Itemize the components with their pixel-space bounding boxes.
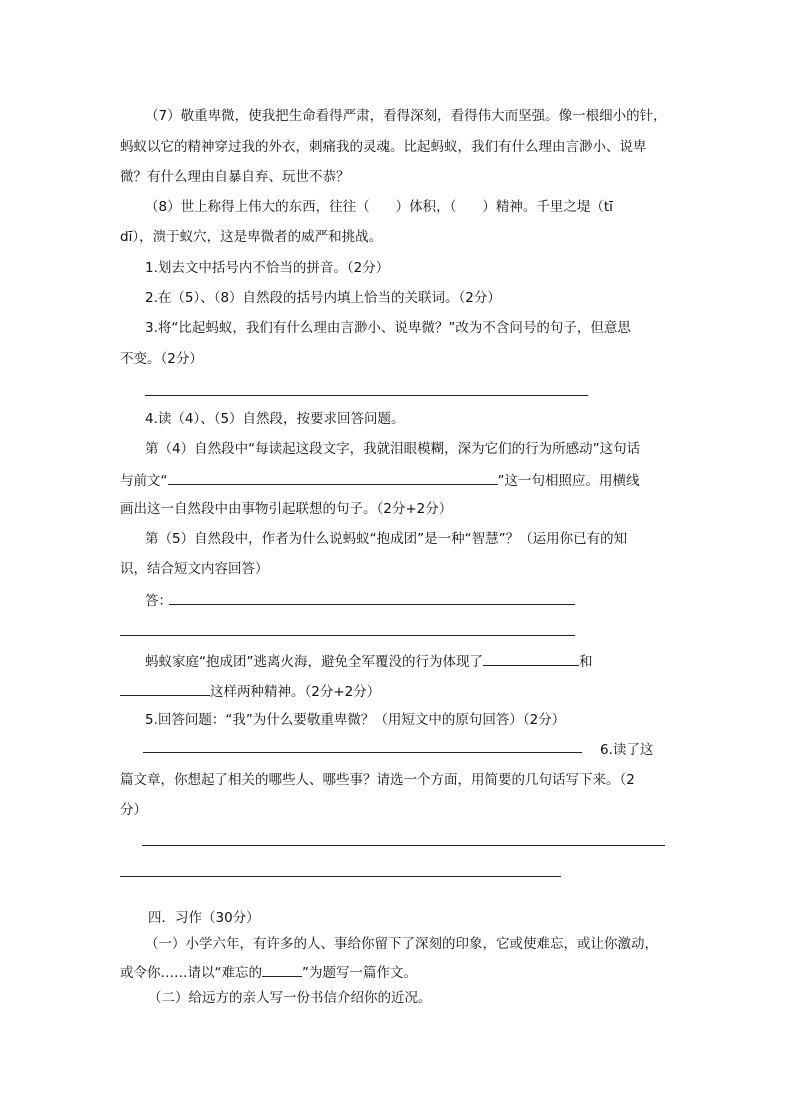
question-4a-line-2	[120, 470, 640, 490]
question-4: 4.读（4）、（5）自然段，按要求回答问题。	[145, 411, 405, 427]
paragraph-7-line-2: 蚂蚁以它的精神穿过我的外衣，刺痛我的灵魂。比起蚂蚁，我们有什么理由言渺小、说卑	[120, 139, 647, 155]
question-4c-blank-2[interactable]	[120, 681, 210, 696]
question-5: 5.回答问题：“我”为什么要敬重卑微？（用短文中的原句回答）（2分）	[145, 712, 566, 728]
paragraph-7-line-3: 微？有什么理由自暴自弃、玩世不恭？	[120, 169, 350, 185]
paragraph-8-text-b: ）体积，（	[395, 199, 457, 215]
answer-label: 答：	[145, 593, 172, 609]
question-4b-answer-line-2[interactable]	[120, 635, 575, 636]
question-6-answer-line-1[interactable]	[142, 845, 665, 846]
question-1: 1.划去文中括号内不恰当的拼音。（2分）	[145, 260, 390, 276]
question-4c-text-b: 和	[579, 654, 593, 670]
composition-option-2: （二）给远方的亲人写一份书信介绍你的近况。	[148, 990, 432, 1006]
question-4c-text-a: 蚂蚁家庭“抱成团”逃离火海，避免全军覆没的行为体现了	[145, 654, 483, 670]
question-4a-text-a: 与前文“	[120, 473, 168, 489]
question-6-line-1: 6.读了这	[600, 742, 654, 758]
paragraph-7-line-1: （7）敬重卑微，使我把生命看得严肃，看得深刻，看得伟大而坚强。像一根细小的针，	[145, 108, 667, 124]
question-4c-text-c: 这样两种精神。（2分+2分）	[210, 684, 381, 700]
question-4a-line-3: 画出这一自然段中由事物引起联想的句子。（2分+2分）	[120, 501, 453, 517]
question-3-line-2: 不变。（2分）	[120, 351, 203, 367]
question-5-answer-line[interactable]	[143, 752, 582, 753]
composition-title-blank[interactable]	[262, 962, 302, 977]
question-4a-blank[interactable]	[168, 470, 498, 485]
composition-option-1-text-b: ”为题写一篇作文。	[302, 965, 417, 981]
paragraph-8-text-c: ）精神。千里之堤（tī	[482, 199, 613, 215]
question-4b-line-1: 第（5）自然段中，作者为什么说蚂蚁“抱成团”是一种“智慧”？（运用你已有的知	[145, 531, 628, 547]
composition-option-1-line-1: （一）小学六年，有许多的人、事给你留下了深刻的印象，它或使难忘，或让你激动，	[145, 936, 658, 952]
question-2: 2.在（5）、（8）自然段的括号内填上恰当的关联词。（2分）	[145, 290, 501, 306]
question-4b-answer-line-1[interactable]	[169, 604, 575, 605]
question-4c-blank-1[interactable]	[483, 651, 579, 666]
question-6-answer-line-2[interactable]	[120, 876, 561, 877]
question-3-answer-line[interactable]	[145, 395, 588, 396]
question-4c-line-2	[120, 681, 380, 701]
paragraph-8-text-a: （8）世上称得上伟大的东西，往往（	[145, 199, 370, 215]
question-6-line-3: 分）	[120, 802, 147, 818]
paragraph-8-line-1	[145, 198, 613, 216]
composition-option-1-line-2	[120, 962, 417, 982]
question-4a-text-b: ”这一句相照应。用横线	[497, 473, 640, 489]
composition-option-1-text-a: 或令你……请以“难忘的	[120, 965, 262, 981]
question-6-line-2: 篇文章，你想起了相关的哪些人、哪些事？请选一个方面，用简要的几句话写下来。（2	[120, 772, 635, 788]
question-4b-line-2: 识，结合短文内容回答）	[120, 561, 269, 577]
question-3-line-1: 3.将“比起蚂蚁，我们有什么理由言渺小、说卑微？”改为不含问号的句子，但意思	[145, 320, 631, 336]
composition-heading: 四．习作（30分）	[148, 910, 260, 926]
question-4a-line-1: 第（4）自然段中“每读起这段文字，我就泪眼模糊，深为它们的行为所感动”这句话	[145, 441, 641, 457]
paragraph-8-line-2: dī），溃于蚁穴，这是卑微者的威严和挑战。	[120, 229, 383, 245]
question-4c-line-1	[145, 651, 593, 671]
